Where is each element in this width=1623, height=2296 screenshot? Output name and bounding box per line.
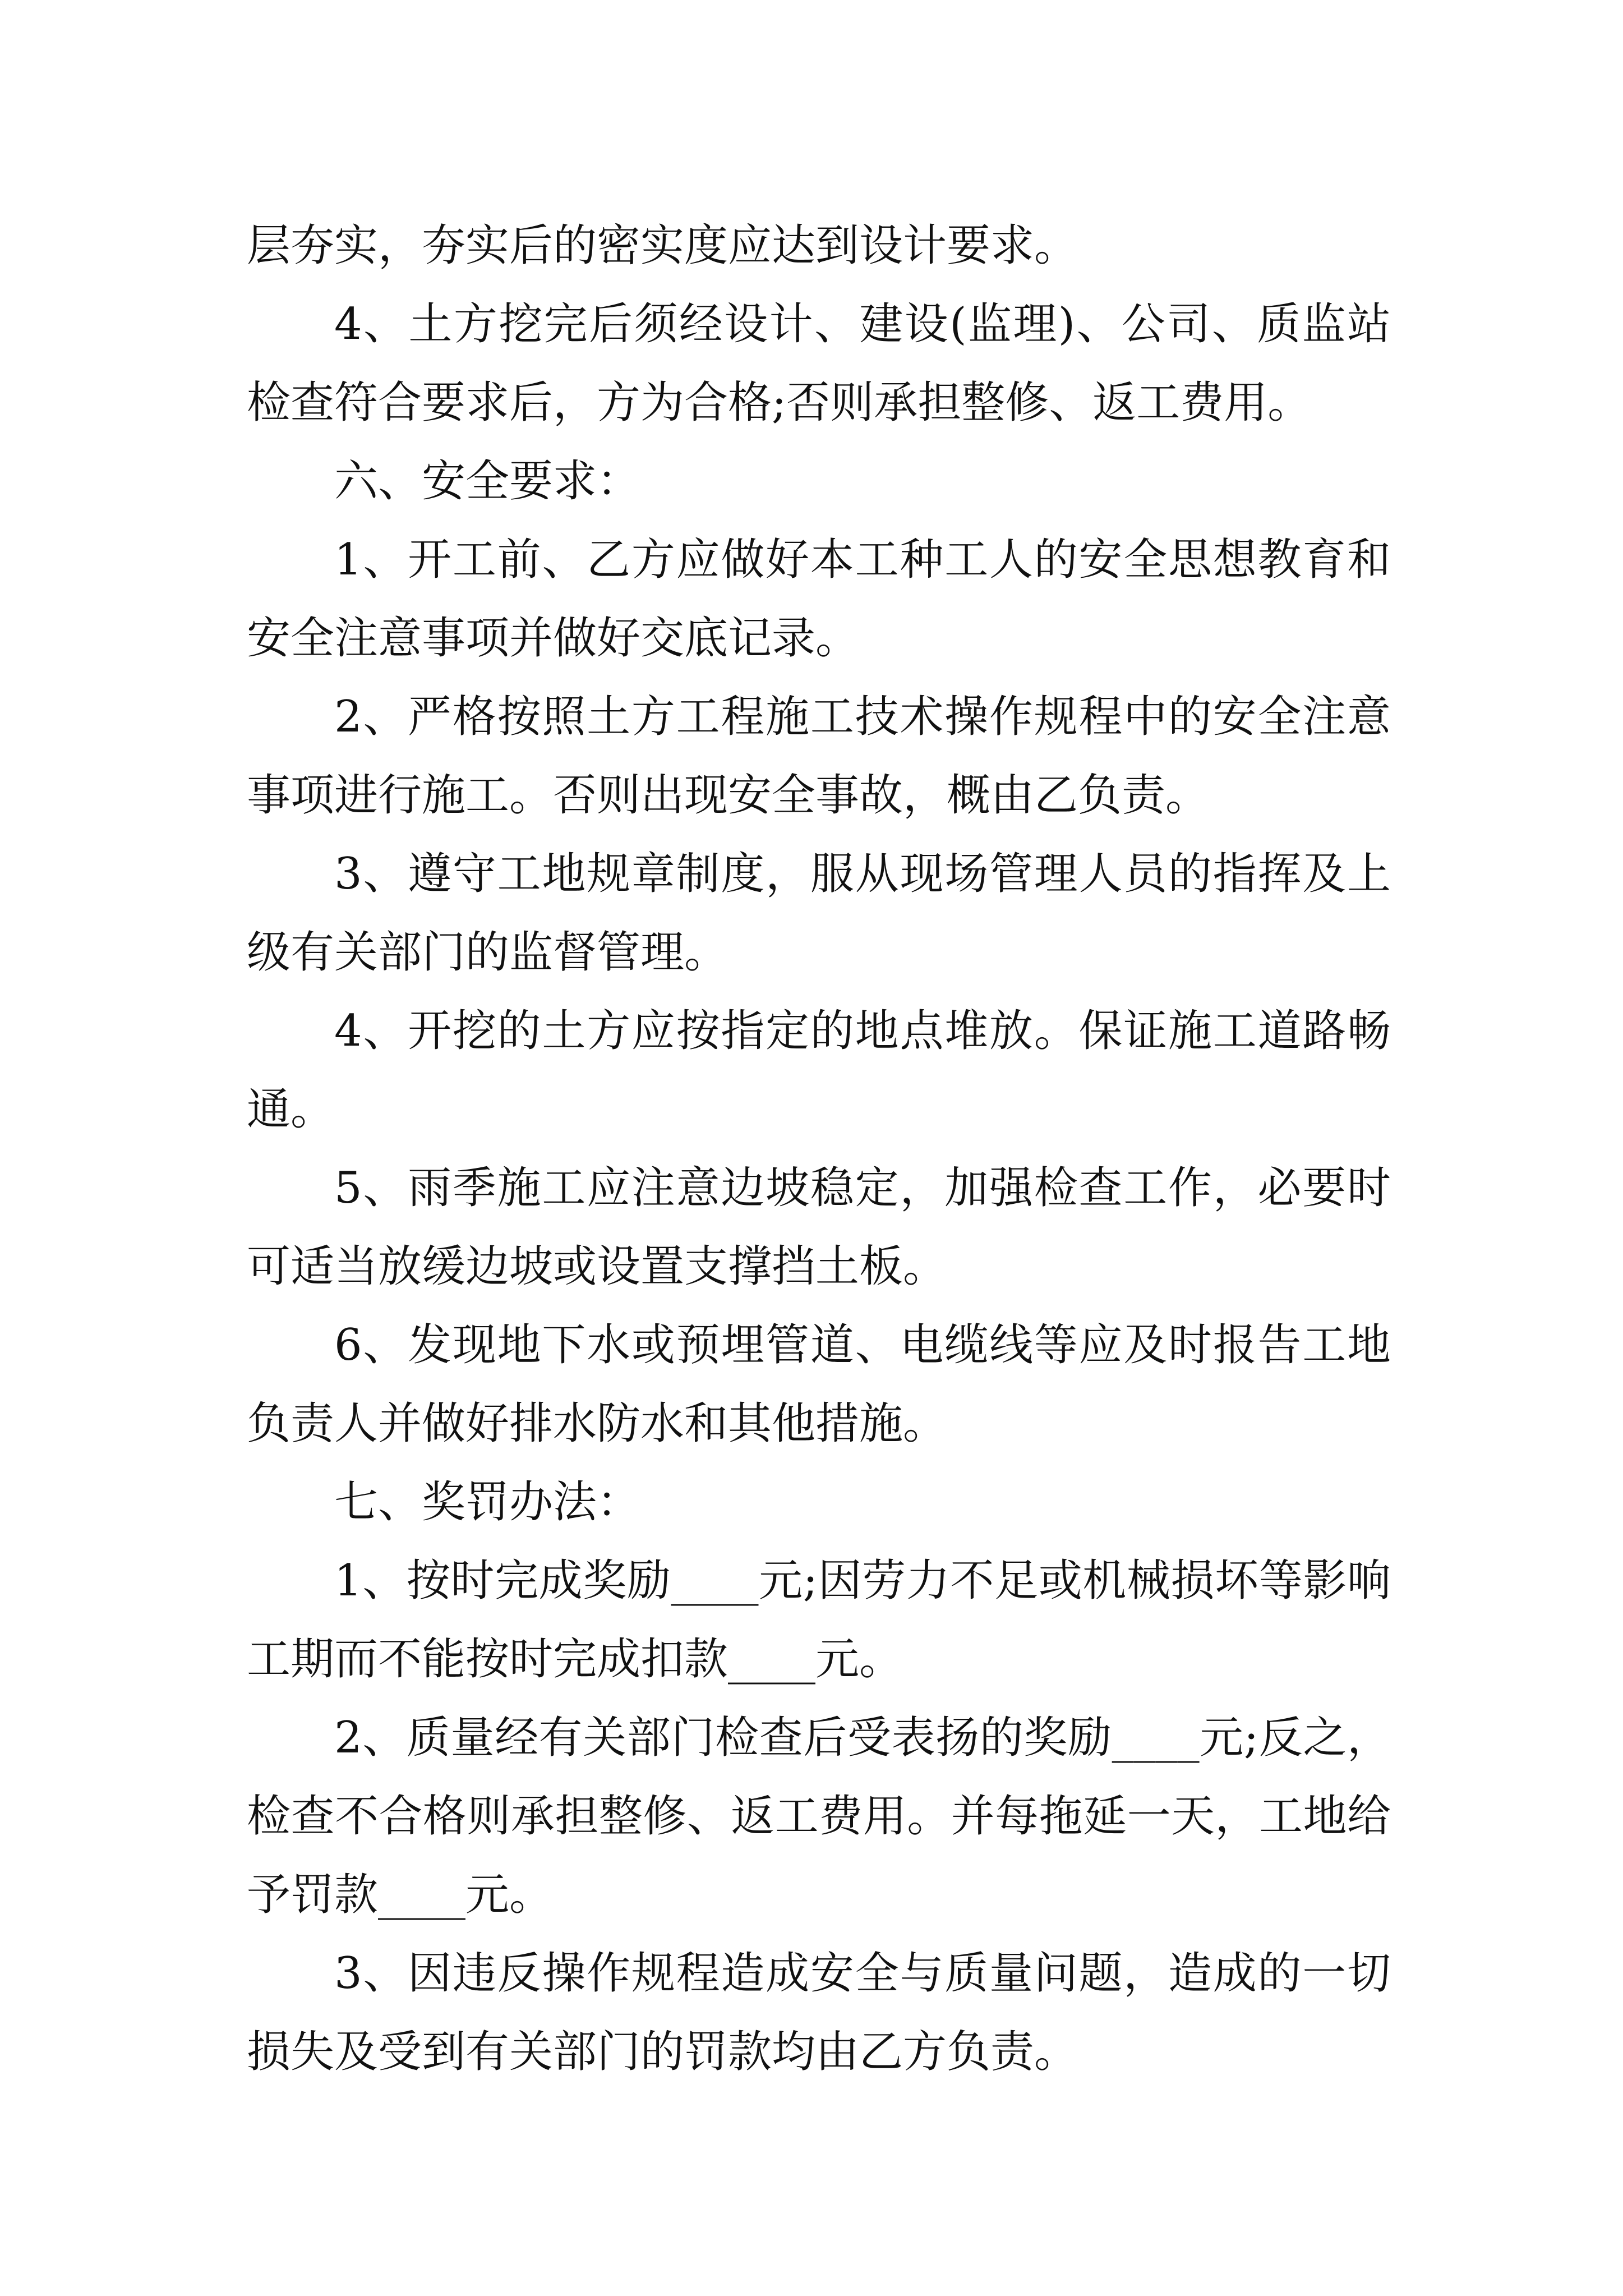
paragraph-rewards-1: 1、按时完成奖励____元;因劳力不足或机械损坏等影响工期而不能按时完成扣款____元。 <box>247 1556 1391 1685</box>
paragraph-safety-6: 6、发现地下水或预埋管道、电缆线等应及时报告工地负责人并做好排水防水和其他措施。 <box>247 1320 1391 1449</box>
paragraph-safety-5: 5、雨季施工应注意边坡稳定，加强检查工作，必要时可适当放缓边坡或设置支撑挡土板。 <box>247 1163 1391 1292</box>
paragraph-safety-3: 3、遵守工地规章制度，服从现场管理人员的指挥及上级有关部门的监督管理。 <box>247 849 1391 978</box>
document-body <box>247 206 1391 2091</box>
paragraph-safety-4: 4、开挖的土方应按指定的地点堆放。保证施工道路畅通。 <box>247 1006 1391 1135</box>
section-heading-safety: 六、安全要求： <box>334 456 641 507</box>
paragraph-continuation: 层夯实，夯实后的密实度应达到设计要求。 <box>247 220 1078 271</box>
paragraph-safety-2: 2、严格按照土方工程施工技术操作规程中的安全注意事项进行施工。否则出现安全事故，概由乙负责。 <box>247 692 1391 821</box>
paragraph-safety-1: 1、开工前、乙方应做好本工种工人的安全思想教育和安全注意事项并做好交底记录。 <box>247 535 1391 664</box>
paragraph-rewards-3: 3、因违反操作规程造成安全与质量问题，造成的一切损失及受到有关部门的罚款均由乙方负责。 <box>247 1948 1391 2077</box>
section-heading-rewards: 七、奖罚办法： <box>334 1477 641 1527</box>
paragraph-earthwork-inspection: 4、土方挖完后须经设计、建设(监理)、公司、质监站检查符合要求后，方为合格;否则承担整修、返工费用。 <box>247 299 1391 428</box>
paragraph-rewards-2: 2、质量经有关部门检查后受表扬的奖励____元;反之，检查不合格则承担整修、返工费用。并每拖延一天，工地给予罚款____元。 <box>247 1713 1391 1920</box>
